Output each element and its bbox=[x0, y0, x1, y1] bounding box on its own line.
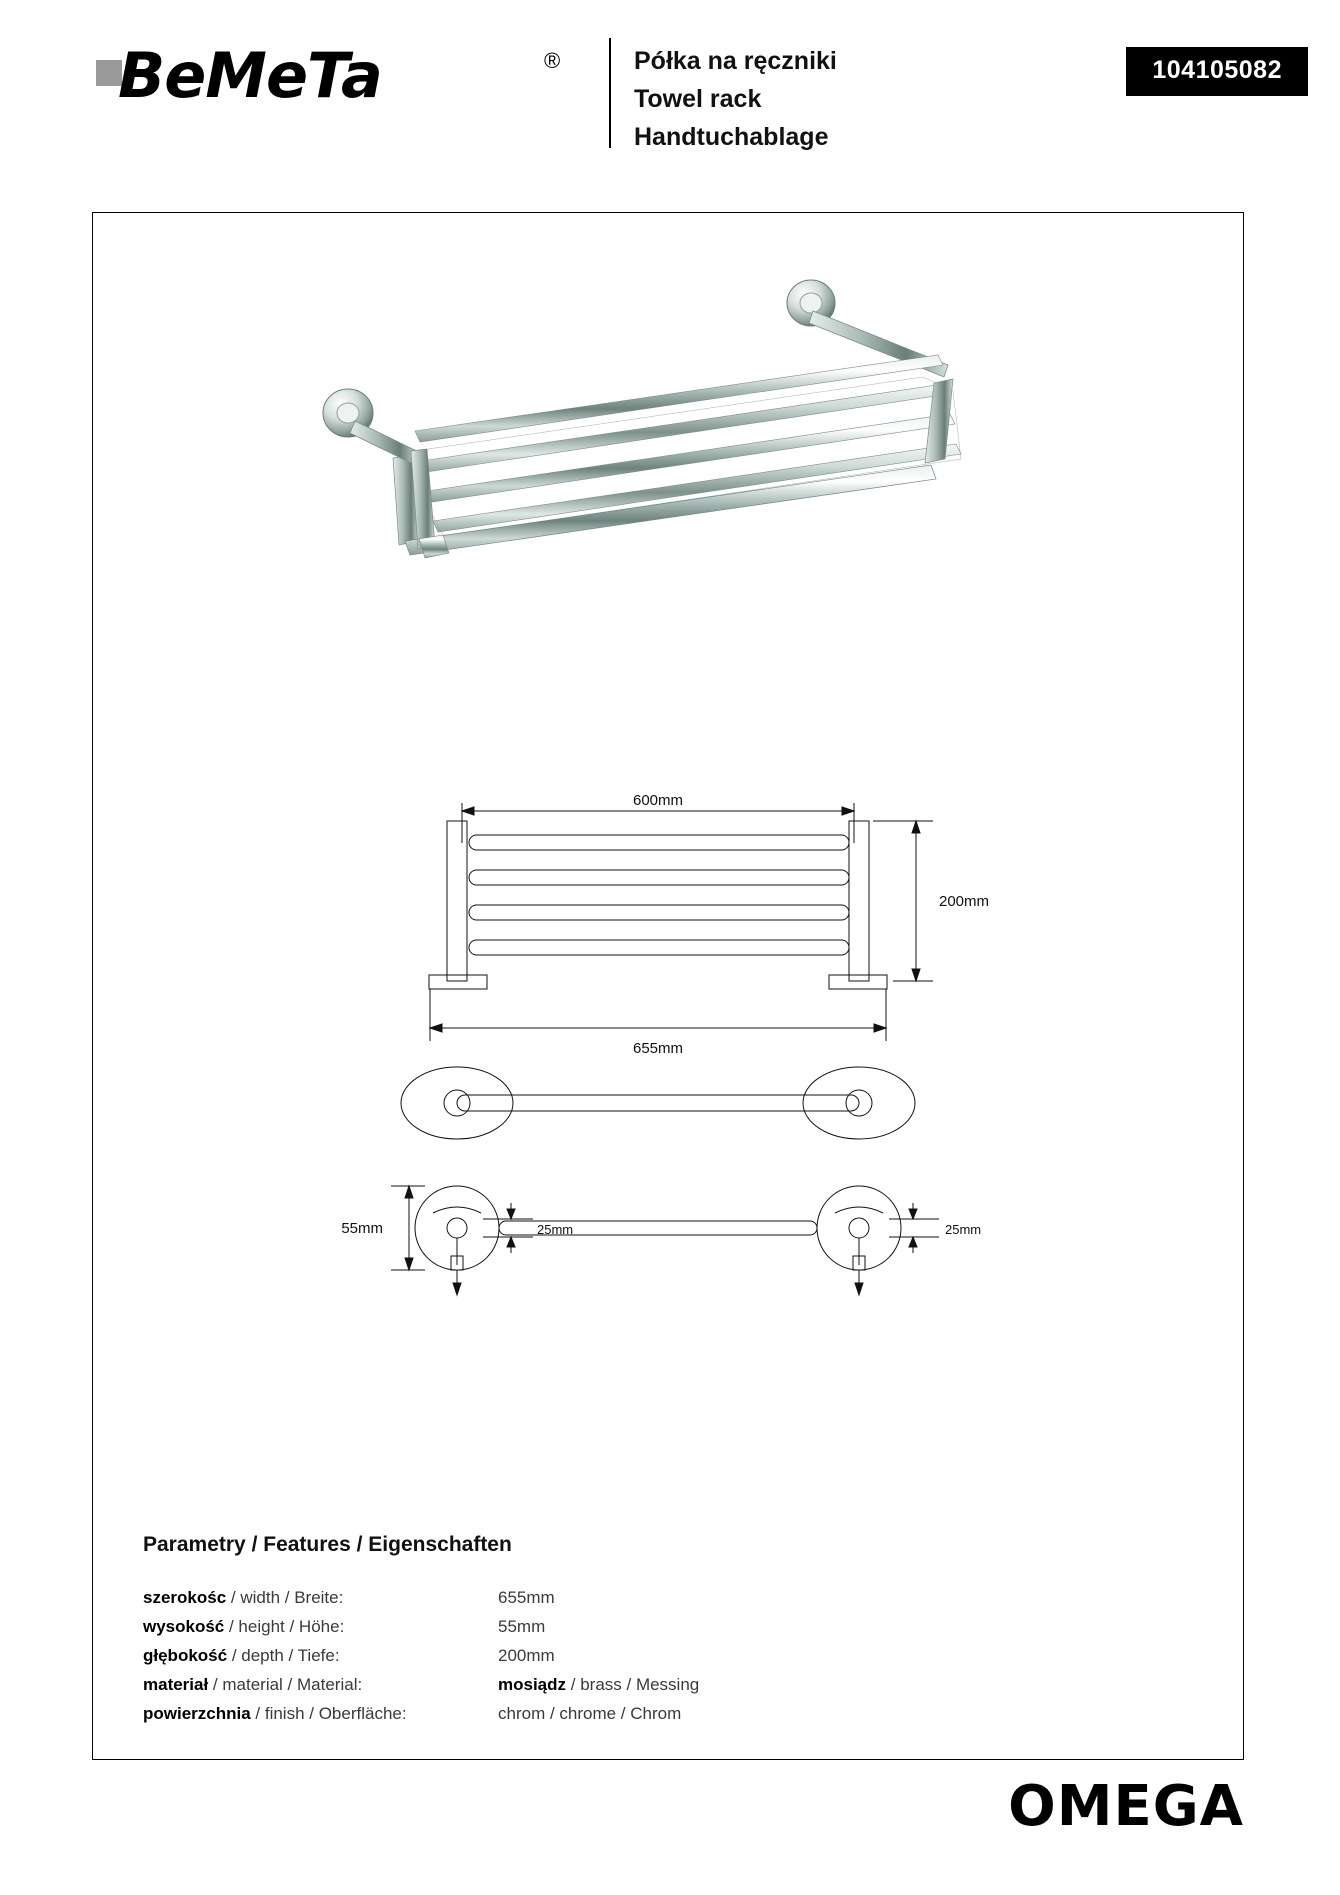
parameters-title: Parametry / Features / Eigenschaften bbox=[143, 1533, 512, 1556]
parameter-value-bold: mosiądz bbox=[498, 1675, 567, 1694]
parameter-label bbox=[143, 1670, 498, 1699]
parameter-label-bold: szerokośc bbox=[143, 1588, 227, 1607]
product-title-pl: Półka na ręczniki bbox=[634, 47, 837, 75]
parameter-value bbox=[498, 1699, 681, 1728]
parameter-row bbox=[143, 1699, 1143, 1728]
product-code-badge: 104105082 bbox=[1126, 47, 1308, 96]
parameter-label-bold: materiał bbox=[143, 1675, 209, 1694]
parameter-value-rest: chrom / chrome / Chrom bbox=[498, 1704, 682, 1723]
brand-logo bbox=[96, 39, 561, 130]
parameter-label bbox=[143, 1641, 498, 1670]
parameter-label-bold: głębokość bbox=[143, 1646, 228, 1665]
parameter-value-rest: / brass / Messing bbox=[566, 1675, 700, 1694]
dimension-depth-right: 25mm bbox=[945, 1222, 982, 1237]
product-title-de: Handtuchablage bbox=[634, 123, 829, 151]
product-title-block bbox=[634, 42, 1054, 156]
parameter-value bbox=[498, 1612, 545, 1641]
parameter-value bbox=[498, 1641, 555, 1670]
parameter-label bbox=[143, 1612, 498, 1641]
dimension-height-right: 200mm bbox=[939, 893, 990, 910]
parameter-label-rest: / depth / Tiefe: bbox=[227, 1646, 340, 1665]
parameter-row bbox=[143, 1612, 1143, 1641]
parameter-label-rest: / width / Breite: bbox=[226, 1588, 344, 1607]
dimension-width-top: 600mm bbox=[632, 792, 684, 809]
parameter-label-bold: powierzchnia bbox=[143, 1704, 251, 1723]
dimension-width-bottom: 655mm bbox=[632, 1040, 684, 1057]
page-header bbox=[0, 0, 1340, 160]
parameter-row bbox=[143, 1670, 1143, 1699]
parameter-label-rest: / height / Höhe: bbox=[224, 1617, 345, 1636]
parameter-value-rest: 55mm bbox=[498, 1617, 546, 1636]
product-photo bbox=[293, 253, 1103, 653]
technical-drawing bbox=[333, 773, 1123, 1433]
dimension-flange-left: 55mm bbox=[341, 1220, 383, 1237]
product-title-en: Towel rack bbox=[634, 85, 762, 113]
registered-trademark-icon: ® bbox=[544, 48, 561, 73]
dimension-depth-left: 25mm bbox=[537, 1222, 574, 1237]
parameter-label bbox=[143, 1583, 498, 1612]
parameter-row bbox=[143, 1641, 1143, 1670]
parameter-label-rest: / material / Material: bbox=[208, 1675, 363, 1694]
parameter-value-rest: 200mm bbox=[498, 1646, 555, 1665]
parameter-row bbox=[143, 1583, 1143, 1612]
parameter-value bbox=[498, 1583, 555, 1612]
logo-wordmark: BeMeTa bbox=[118, 39, 382, 112]
parameter-label-bold: wysokość bbox=[143, 1617, 225, 1636]
header-divider bbox=[609, 38, 611, 148]
parameter-value bbox=[498, 1670, 699, 1699]
series-name: OMEGA bbox=[1008, 1774, 1244, 1839]
content-frame bbox=[92, 212, 1244, 1760]
parameter-label bbox=[143, 1699, 498, 1728]
parameters-section bbox=[143, 1533, 1143, 1728]
parameter-label-rest: / finish / Oberfläche: bbox=[250, 1704, 407, 1723]
parameter-value-rest: 655mm bbox=[498, 1588, 555, 1607]
